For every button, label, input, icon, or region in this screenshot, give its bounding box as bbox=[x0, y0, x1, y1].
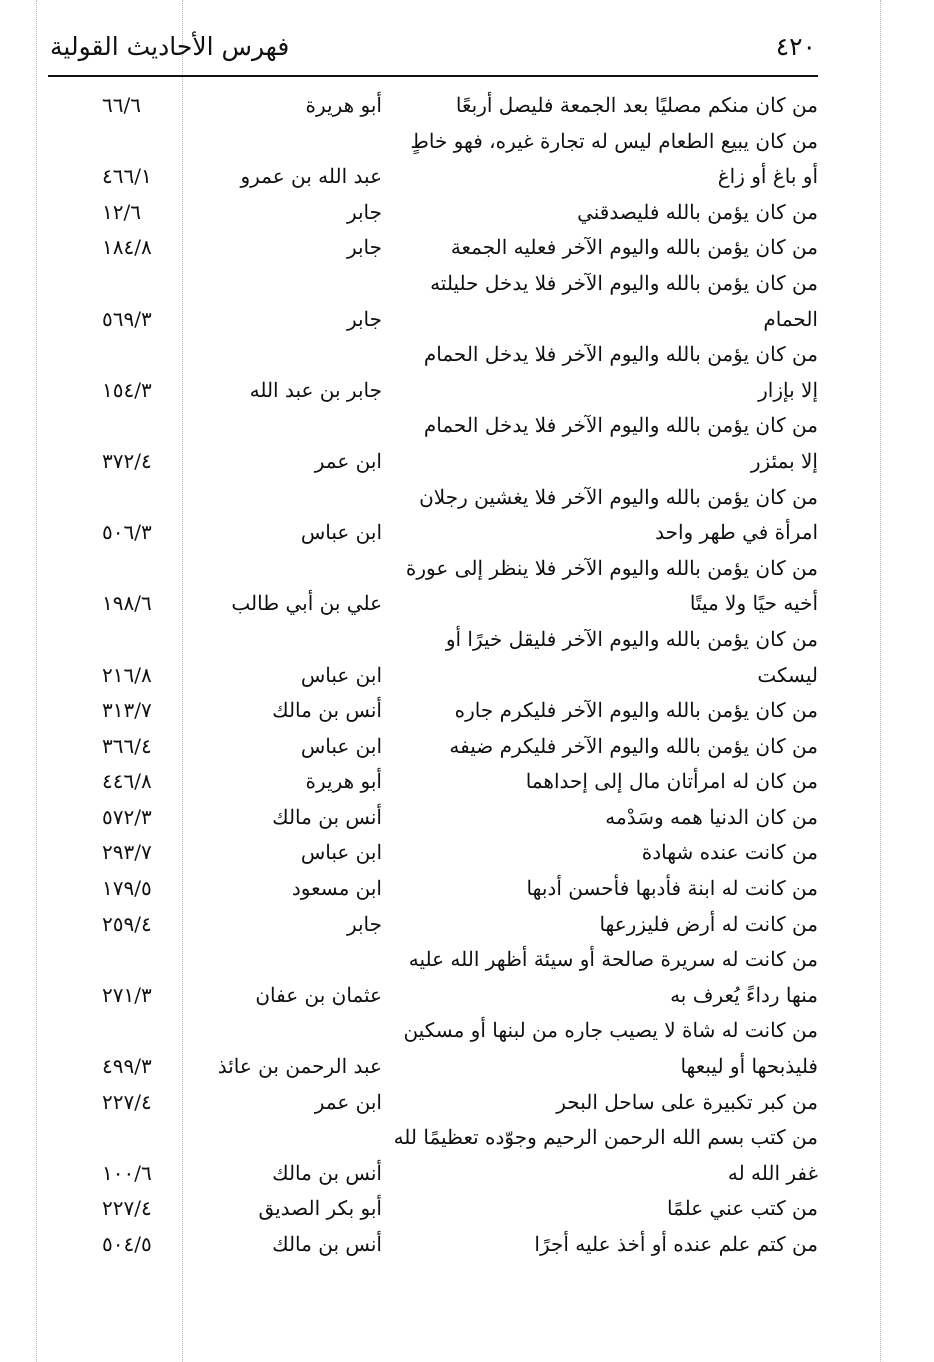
narrator-name: ابن عباس bbox=[300, 840, 382, 865]
index-row bbox=[50, 1013, 818, 1049]
hadith-text: من كان يؤمن بالله واليوم الآخر فعليه الجمعة bbox=[450, 235, 818, 260]
narrator-name: ابن عباس bbox=[300, 733, 382, 758]
index-row bbox=[50, 88, 818, 124]
volume-page-reference: ٣١٣/٧ bbox=[102, 698, 152, 723]
narrator-name: ابن عمر bbox=[314, 1089, 382, 1114]
narrator-name: أبو هريرة bbox=[305, 93, 382, 117]
hadith-text: من كان يبيع الطعام ليس له تجارة غيره، فهو خاطٍ bbox=[410, 128, 818, 153]
hadith-text: من كان يؤمن بالله واليوم الآخر فلا يدخل الحمام bbox=[423, 342, 818, 367]
index-row bbox=[50, 764, 818, 800]
volume-page-reference: ٢٢٧/٤ bbox=[102, 1196, 152, 1221]
narrator-name: ابن عمر bbox=[314, 448, 382, 473]
index-row bbox=[50, 159, 818, 195]
page-header bbox=[50, 28, 816, 72]
hadith-text: من كانت له ابنة فأدبها فأحسن أدبها bbox=[526, 876, 818, 901]
index-row bbox=[50, 907, 818, 943]
running-title: فهرس الأحاديث القولية bbox=[50, 32, 290, 61]
index-row bbox=[50, 729, 818, 765]
volume-page-reference: ٥٧٢/٣ bbox=[102, 804, 152, 829]
index-row bbox=[50, 1156, 818, 1192]
hadith-text: من كانت له أرض فليزرعها bbox=[599, 911, 818, 936]
index-row bbox=[50, 942, 818, 978]
scan-artifact-left bbox=[36, 0, 37, 1362]
index-row bbox=[50, 800, 818, 836]
volume-page-reference: ١٢/٦ bbox=[102, 199, 141, 224]
index-row bbox=[50, 1049, 818, 1085]
narrator-name: جابر bbox=[346, 911, 382, 936]
volume-page-reference: ١٩٨/٦ bbox=[102, 591, 152, 616]
narrator-name: أبو هريرة bbox=[305, 769, 382, 794]
volume-page-reference: ٤٤٦/٨ bbox=[102, 769, 152, 794]
hadith-text: فليذبحها أو ليبعها bbox=[680, 1054, 818, 1079]
volume-page-reference: ٢١٦/٨ bbox=[102, 662, 152, 687]
hadith-index-table bbox=[50, 88, 818, 1263]
hadith-text: من كانت له شاة لا يصيب جاره من لبنها أو مسكين bbox=[403, 1018, 818, 1043]
volume-page-reference: ١٧٩/٥ bbox=[102, 876, 152, 901]
narrator-name: جابر bbox=[346, 306, 382, 331]
hadith-text: من كان الدنيا همه وسَدْمه bbox=[605, 804, 818, 829]
narrator-name: عبد الله بن عمرو bbox=[240, 164, 382, 189]
volume-page-reference: ٣٧٢/٤ bbox=[102, 448, 152, 473]
narrator-name: عبد الرحمن بن عائذ bbox=[217, 1054, 382, 1079]
hadith-text: أو باغ أو زاغ bbox=[717, 164, 818, 189]
hadith-text: من كان يؤمن بالله واليوم الآخر فلا يدخل حليلته bbox=[430, 270, 818, 295]
hadith-text: من كان يؤمن بالله واليوم الآخر فليقل خيرًا أو bbox=[445, 626, 818, 651]
hadith-text: منها رداءً يُعرف به bbox=[670, 982, 818, 1007]
hadith-text: من كبر تكبيرة على ساحل البحر bbox=[556, 1089, 818, 1114]
narrator-name: أنس بن مالك bbox=[272, 1232, 382, 1256]
hadith-text: من كانت عنده شهادة bbox=[641, 840, 818, 865]
header-rule bbox=[48, 75, 818, 77]
index-row bbox=[50, 444, 818, 480]
narrator-name: أبو بكر الصديق bbox=[258, 1196, 382, 1221]
volume-page-reference: ٢٧١/٣ bbox=[102, 982, 152, 1007]
narrator-name: جابر بن عبد الله bbox=[249, 377, 382, 402]
narrator-name: أنس بن مالك bbox=[272, 698, 382, 723]
narrator-name: جابر bbox=[346, 235, 382, 260]
hadith-text: من كان يؤمن بالله واليوم الآخر فلا يغشين رجلان bbox=[419, 484, 818, 509]
volume-page-reference: ٥٦٩/٣ bbox=[102, 306, 152, 331]
hadith-text: من كان له امرأتان مال إلى إحداهما bbox=[525, 769, 818, 794]
index-row bbox=[50, 1085, 818, 1121]
hadith-text: من كانت له سريرة صالحة أو سيئة أظهر الله عليه bbox=[408, 947, 818, 972]
index-row bbox=[50, 266, 818, 302]
hadith-text: أخيه حيًا ولا ميتًا bbox=[689, 591, 818, 616]
narrator-name: علي بن أبي طالب bbox=[231, 591, 382, 616]
index-row bbox=[50, 978, 818, 1014]
hadith-text: من كان يؤمن بالله واليوم الآخر فليكرم ضيفه bbox=[449, 733, 818, 758]
index-row bbox=[50, 373, 818, 409]
volume-page-reference: ١٨٤/٨ bbox=[102, 235, 152, 260]
index-row bbox=[50, 1191, 818, 1227]
index-row bbox=[50, 1120, 818, 1156]
index-row bbox=[50, 515, 818, 551]
index-row bbox=[50, 195, 818, 231]
hadith-text: من كان يؤمن بالله فليصدقني bbox=[577, 199, 818, 224]
narrator-name: جابر bbox=[346, 199, 382, 224]
narrator-name: أنس بن مالك bbox=[272, 804, 382, 829]
index-row bbox=[50, 302, 818, 338]
hadith-text: من كان يؤمن بالله واليوم الآخر فلا ينظر إلى عورة bbox=[405, 555, 818, 580]
hadith-text: من كتب عني علمًا bbox=[666, 1196, 818, 1221]
volume-page-reference: ١٥٤/٣ bbox=[102, 377, 152, 402]
index-row bbox=[50, 408, 818, 444]
volume-page-reference: ٢٢٧/٤ bbox=[102, 1089, 152, 1114]
volume-page-reference: ٥٠٦/٣ bbox=[102, 520, 152, 545]
hadith-text: من كتم علم عنده أو أخذ عليه أجرًا bbox=[534, 1232, 818, 1256]
hadith-text: إلا بمئزر bbox=[750, 448, 818, 473]
page-number: ٤٢٠ bbox=[775, 32, 816, 61]
index-row bbox=[50, 230, 818, 266]
volume-page-reference: ٦٦/٦ bbox=[102, 93, 141, 117]
index-row bbox=[50, 1227, 818, 1263]
hadith-text: من كتب بسم الله الرحمن الرحيم وجوّده تعظيمًا لله bbox=[393, 1125, 818, 1150]
scan-artifact-right bbox=[880, 0, 881, 1362]
volume-page-reference: ٥٠٤/٥ bbox=[102, 1232, 152, 1256]
index-row bbox=[50, 871, 818, 907]
volume-page-reference: ٤٦٦/١ bbox=[102, 164, 152, 189]
volume-page-reference: ١٠٠/٦ bbox=[102, 1160, 152, 1185]
index-row bbox=[50, 622, 818, 658]
hadith-text: امرأة في طهر واحد bbox=[655, 520, 818, 545]
volume-page-reference: ٢٩٣/٧ bbox=[102, 840, 152, 865]
hadith-text: من كان يؤمن بالله واليوم الآخر فليكرم جاره bbox=[454, 698, 818, 723]
narrator-name: عثمان بن عفان bbox=[255, 982, 382, 1007]
index-row bbox=[50, 480, 818, 516]
hadith-text: ليسكت bbox=[757, 662, 818, 687]
volume-page-reference: ٢٥٩/٤ bbox=[102, 911, 152, 936]
index-row bbox=[50, 586, 818, 622]
index-row bbox=[50, 124, 818, 160]
index-row bbox=[50, 551, 818, 587]
index-row bbox=[50, 337, 818, 373]
index-row bbox=[50, 658, 818, 694]
hadith-text: غفر الله له bbox=[727, 1160, 818, 1185]
volume-page-reference: ٣٦٦/٤ bbox=[102, 733, 152, 758]
narrator-name: ابن عباس bbox=[300, 662, 382, 687]
narrator-name: ابن مسعود bbox=[291, 876, 382, 901]
hadith-text: من كان يؤمن بالله واليوم الآخر فلا يدخل الحمام bbox=[423, 413, 818, 438]
narrator-name: أنس بن مالك bbox=[272, 1160, 382, 1185]
volume-page-reference: ٤٩٩/٣ bbox=[102, 1054, 152, 1079]
index-row bbox=[50, 835, 818, 871]
index-row bbox=[50, 693, 818, 729]
hadith-text: من كان منكم مصليًا بعد الجمعة فليصل أربعًا bbox=[455, 93, 818, 117]
narrator-name: ابن عباس bbox=[300, 520, 382, 545]
hadith-text: الحمام bbox=[763, 306, 818, 331]
hadith-text: إلا بإزار bbox=[758, 377, 818, 402]
